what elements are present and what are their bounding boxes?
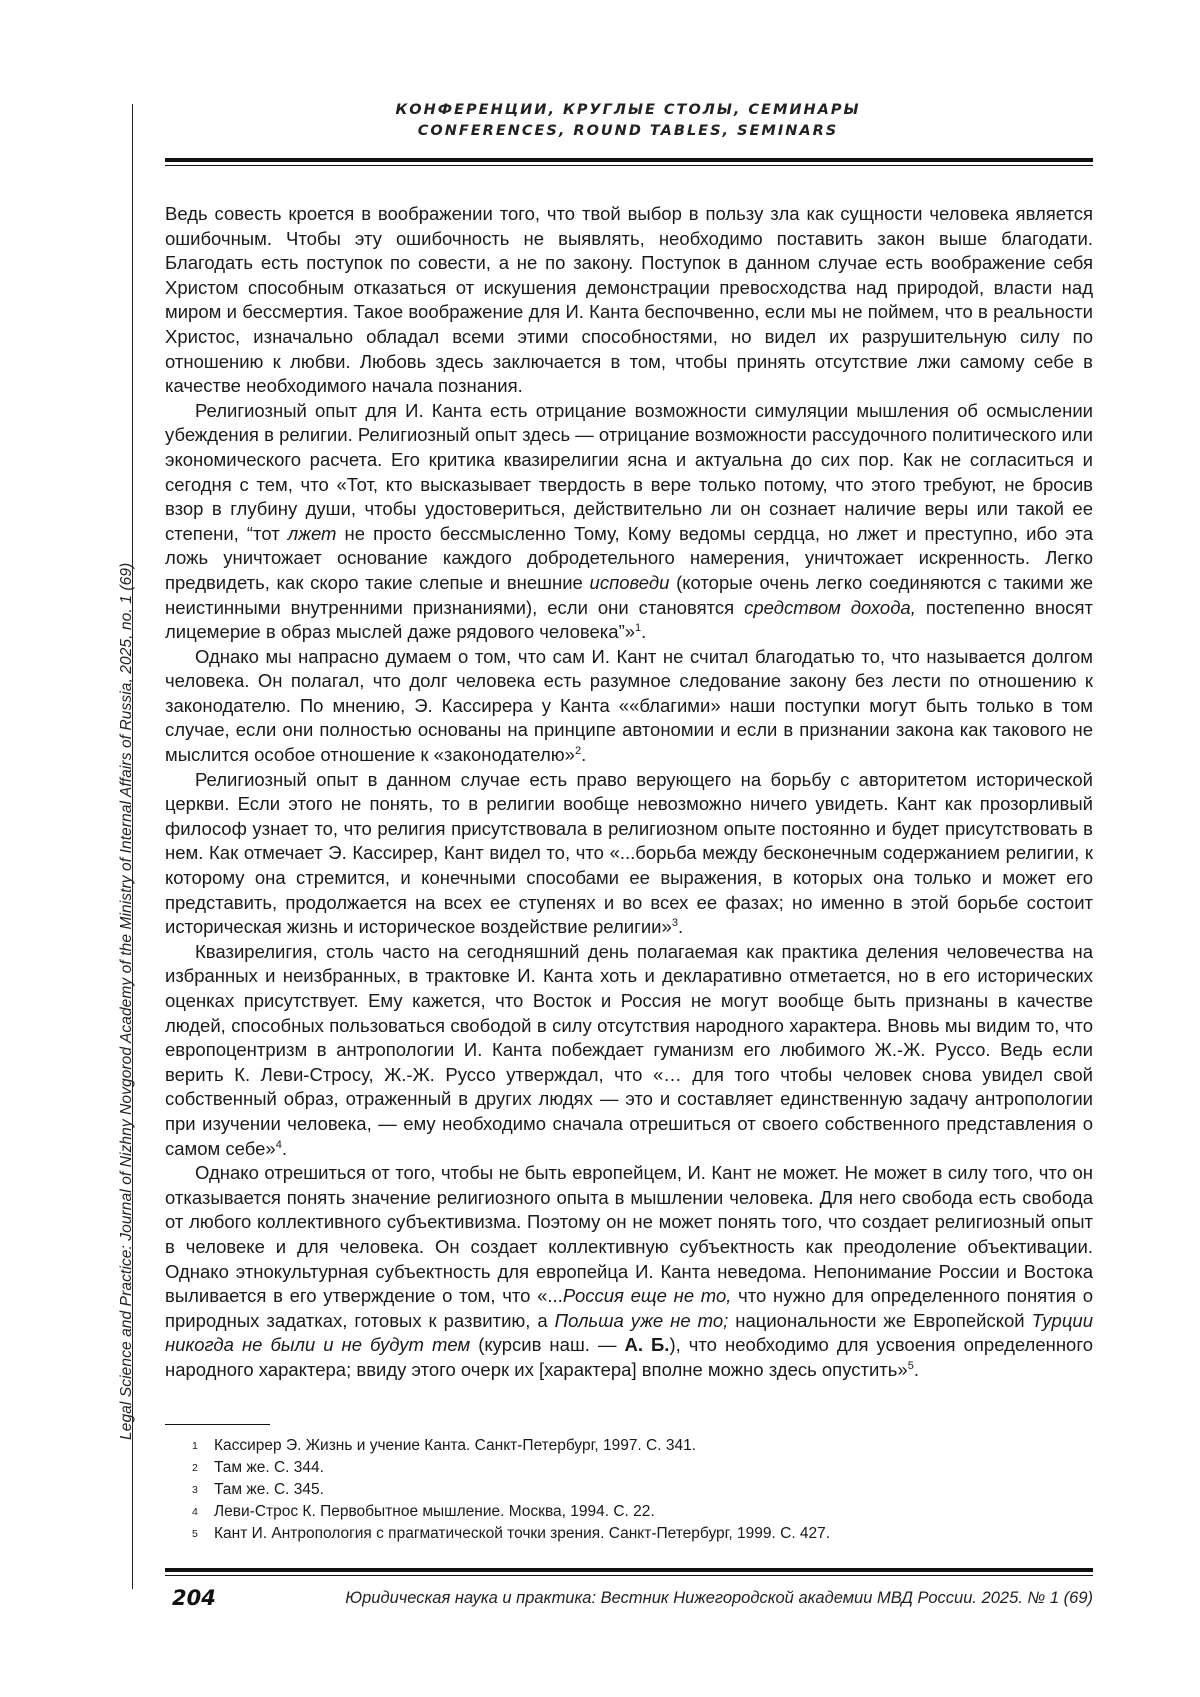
text-run: Однако мы напрасно думаем о том, что сам И. Кант не считал благодатью то, что называется долгом человека. Он полагал, что долг человека есть разумное следование закону без лести по отношению к законодателю. По мнению, Э. Кассирера у Канта ««благими» наши поступки могут быть только в том случае, если они полностью основаны на принципе автономии и если в признании закона как такового не мыслится особое отношение к «законодателю» (165, 645, 1093, 766)
text-run: исповеди (589, 571, 670, 593)
footnote-number: 5 (192, 1528, 198, 1540)
footnote-text: Там же. С. 345. (214, 1481, 324, 1498)
text-run: не просто бессмысленно Тому, Кому ведомы сердца, но лжет и преступно, ибо эта ложь уничтожает основание каждого добродетельного намерения, уничтожает искренность. Легко предвидеть, как скоро такие слепые и внешние (165, 522, 1093, 593)
paragraph (165, 399, 1093, 645)
text-run: что нужно для определенного понятия о природных задатках, готовых к развитию, а (165, 1285, 1094, 1331)
footnote-number: 2 (192, 1462, 198, 1474)
paragraph (165, 940, 1093, 1161)
footnote-number: 1 (192, 1440, 198, 1452)
section-header-ru: КОНФЕРЕНЦИИ, КРУГЛЫЕ СТОЛЫ, СЕМИНАРЫ (395, 102, 861, 118)
text-run: А. Б. (624, 1334, 670, 1356)
text-run: Турции никогда не были и не будут тем (165, 1309, 1093, 1356)
footnote (192, 1501, 1092, 1523)
section-header (168, 100, 1088, 142)
footnote-number: 3 (192, 1484, 198, 1496)
article-body (165, 202, 1093, 1383)
footer-journal-title: Юридическая наука и практика: Вестник Нижегородской академии МВД России. 2025. № 1 (69) (345, 1589, 1093, 1607)
footnote (192, 1435, 1092, 1457)
text-run: (которые очень легко соединяются с такими же неистинными внутренними признаниями), если они становятся (165, 571, 1093, 618)
text-run: Однако отрешиться от того, чтобы не быть европейцем, И. Кант не может. Не может в силу того, что он отказывается понять значение религиозного опыта в мышлении человека. Для него свобода есть свобода от любого коллективного субъективизма. Поэтому он не может понять того, что создает религиозный опыт в человеке и для человека. Он создает коллективную субъектность как преодоление объективации. Однако этнокультурная субъектность для европейца И. Канта неведома. Непонимание России и Востока выливается в его утверждение о том, что «... (165, 1162, 1093, 1307)
text-run: национальности же Европейской (728, 1309, 1032, 1331)
paragraph (165, 202, 1093, 399)
footnote (192, 1479, 1092, 1501)
footnotes (192, 1435, 1092, 1545)
text-run: Религиозный опыт для И. Канта есть отрицание возможности симуляции мышления об осмыслении убеждения в религии. Религиозный опыт здесь — отрицание возможности рассудочного политического или экономического расчета. Его критика квазирелигии ясна и актуальна до сих пор. Как не согласиться и сегодня с тем, что «Тот, кто высказывает твердость в вере только потому, что этого требуют, не бросив взор в глубину души, чтобы удостовериться, действительно ли он сознает наличие веры или такой ее степени, “тот (165, 399, 1093, 544)
text-run: постепенно вносят лицемерие в образ мыслей даже рядового человека”» (165, 596, 1093, 643)
footnote (192, 1523, 1092, 1545)
text-run: . (281, 1137, 287, 1159)
footnote-ref: 1 (635, 621, 642, 634)
footnote-ref: 3 (671, 917, 678, 930)
header-rule (165, 158, 1093, 162)
text-run: Россия еще не то, (562, 1285, 732, 1307)
paragraph (165, 768, 1093, 940)
text-run: . (581, 744, 587, 766)
footnote-rule (165, 1424, 270, 1425)
footnote (192, 1457, 1092, 1479)
text-run: лжет (287, 522, 337, 544)
page-number: 204 (172, 1586, 216, 1610)
paragraph (165, 1161, 1093, 1382)
text-run: Ведь совесть кроется в воображении того, что твой выбор в пользу зла как сущности человека является ошибочным. Чтобы эту ошибочность не выявлять, необходимо поставить закон выше благодати. Благодать есть поступок по совести, а не по закону. Поступок в данном случае есть воображение себя Христом способным отказаться от искушения демонстрации превосходства над природой, власти над миром и бессмертия. Такое воображение для И. Канта беспочвенно, если мы не поймем, что в реальности Христос, изначально обладал всеми этими способностями, но видел их разрушительную силу по отношению к любви. Любовь здесь заключается в том, чтобы принять отсутствие лжи самому себе в качестве необходимого начала познания. (165, 203, 1093, 397)
text-run: ), что необходимо для усвоения определенного народного характера; ввиду этого очерк их [характера] вполне можно здесь опустить» (165, 1334, 1093, 1380)
footnote-text: Кассирер Э. Жизнь и учение Канта. Санкт-Петербург, 1997. С. 341. (214, 1437, 697, 1454)
side-journal-title: Legal Science and Practice: Journal of Nizhny Novgorod Academy of the Ministry of Internal Affairs of Russia, 2025, no. 1 (69) (118, 562, 135, 1440)
footnote-text: Там же. С. 344. (214, 1459, 324, 1476)
text-run: Религиозный опыт в данном случае есть право верующего на борьбу с авторитетом исторической церкви. Если этого не понять, то в религии вообще невозможно ничего увидеть. Кант как прозорливый философ узнает то, что религия присутствовала в религиозном опыте постоянно и будет присутствовать в нем. Как отмечает Э. Кассирер, Кант видел то, что «...борьба между бесконечным содержанием религии, к которому она стремится, и конечными способами ее выражения, в которых она только и может его представить, продолжается на всех ее ступенях и во всех ее фазах; но именно в этой борьбе состоит историческая жизнь и историческое воздействие религии» (165, 768, 1093, 938)
paragraph (165, 645, 1093, 768)
footnote-text: Леви-Строс К. Первобытное мышление. Москва, 1994. С. 22. (214, 1503, 655, 1520)
text-run: . (913, 1358, 919, 1380)
text-run: . (641, 621, 647, 643)
footnote-number: 4 (192, 1506, 198, 1518)
text-run: Польша уже не то; (554, 1309, 729, 1331)
footer-rule (165, 1568, 1093, 1572)
text-run: (курсив наш. — (470, 1334, 625, 1356)
header-rule-thin (165, 165, 1093, 166)
footnote-ref: 5 (907, 1359, 914, 1372)
text-run: средством дохода, (744, 596, 916, 618)
footnote-ref: 4 (275, 1138, 282, 1151)
text-run: . (677, 916, 684, 938)
section-header-en: CONFERENCES, ROUND TABLES, SEMINARS (417, 123, 839, 139)
text-run: Квазирелигия, столь часто на сегодняшний день полагаемая как практика деления человечества на избранных и неизбранных, в трактовке И. Канта хоть и декларативно отметается, но в его исторических оценках присутствует. Ему кажется, что Восток и Россия не могут вообще быть признаны в качестве людей, способных пользоваться свободой в силу отсутствия народного характера. Вновь мы видим то, что европоцентризм в антропологии И. Канта побеждает гуманизм его любимого Ж.-Ж. Руссо. Ведь если верить К. Леви-Стросу, Ж.-Ж. Руссо утверждал, что «… для того чтобы человек снова увидел свой собственный образ, отраженный в других людях — это и составляет единственную задачу антропологии при изучении человека, — ему необходимо сначала отрешиться от своего собственного представления о самом себе» (165, 940, 1093, 1159)
footer-rule-thin (165, 1575, 1093, 1576)
footnote-text: Кант И. Антропология с прагматической точки зрения. Санкт-Петербург, 1999. С. 427. (214, 1525, 831, 1542)
footnote-ref: 2 (574, 744, 582, 757)
